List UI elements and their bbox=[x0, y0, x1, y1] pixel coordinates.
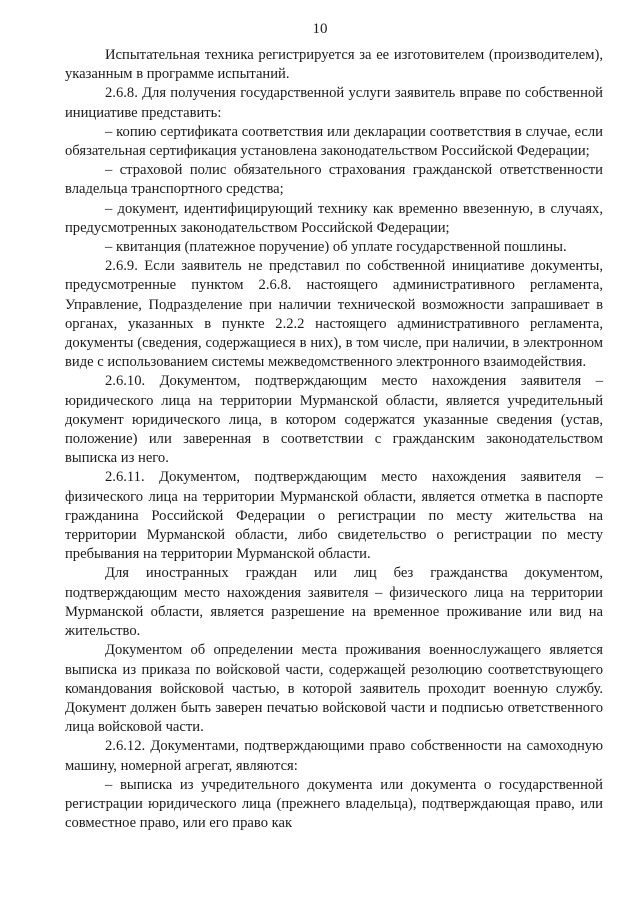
paragraph-foreign-citizens: Для иностранных граждан или лиц без гражданства документом, подтверждающим место нахождения заявителя – физического лица на территории Мурманской области, является разрешение на временное проживание или вид на жительство. bbox=[65, 565, 603, 640]
document-body bbox=[65, 46, 603, 833]
page-number: 10 bbox=[312, 21, 328, 37]
list-item-insurance-policy: – страховой полис обязательного страхования гражданской ответственности владельца транспортного средства; bbox=[65, 162, 603, 198]
paragraph-2-6-9: 2.6.9. Если заявитель не представил по собственной инициативе документы, предусмотренные пунктом 2.6.8. настоящего административного регламента, Управление, Подразделение при наличии технической возможности запрашивает в органах, указанных в пункте 2.2.2 настоящего административного регламента, документы (сведения, содержащиеся в них), в том числе, при наличии, в электронном виде с использованием системы межведомственного электронного взаимодействия. bbox=[65, 258, 603, 371]
paragraph-2-6-12: 2.6.12. Документами, подтверждающими право собственности на самоходную машину, номерной агрегат, являются: bbox=[65, 738, 603, 774]
paragraph-test-equipment: Испытательная техника регистрируется за ее изготовителем (производителем), указанным в программе испытаний. bbox=[65, 47, 603, 83]
paragraph-2-6-11: 2.6.11. Документом, подтверждающим место нахождения заявителя – физического лица на территории Мурманской области, является отметка в паспорте гражданина Российской Федерации о регистрации по месту жительства на территории Мурманской области, либо свидетельство о регистрации по месту пребывания на территории Мурманской области. bbox=[65, 469, 603, 563]
paragraph-2-6-10: 2.6.10. Документом, подтверждающим место нахождения заявителя – юридического лица на территории Мурманской области, является учредительный документ юридического лица, в котором содержатся указанные сведения (устав, положение) или заверенная в соответствии с гражданским законодательством выписка из него. bbox=[65, 373, 603, 467]
list-item-certificate-copy: – копию сертификата соответствия или декларации соответствия в случае, если обязательная сертификация установлена законодательством Российской Федерации; bbox=[65, 123, 603, 160]
list-item-state-fee-receipt: – квитанция (платежное поручение) об уплате государственной пошлины. bbox=[105, 239, 567, 256]
list-item-temporary-import-document: – документ, идентифицирующий технику как временно ввезенную, в случаях, предусмотренных законодательством Российской Федерации; bbox=[65, 200, 603, 236]
list-item-constituent-document-extract: – выписка из учредительного документа или документа о государственной регистрации юридического лица (прежнего владельца), подтверждающая право, или совместное право, или его право как bbox=[65, 776, 603, 832]
paragraph-military-residence: Документом об определении места проживания военнослужащего является выписка из приказа по войсковой части, содержащей резолюцию соответствующего командования войсковой частью, в которой заявитель проходит военную службу. Документ должен быть заверен печатью войсковой части и подписью ответственного лица войсковой части. bbox=[65, 642, 603, 736]
paragraph-2-6-8: 2.6.8. Для получения государственной услуги заявитель вправе по собственной инициативе представить: bbox=[65, 85, 603, 121]
